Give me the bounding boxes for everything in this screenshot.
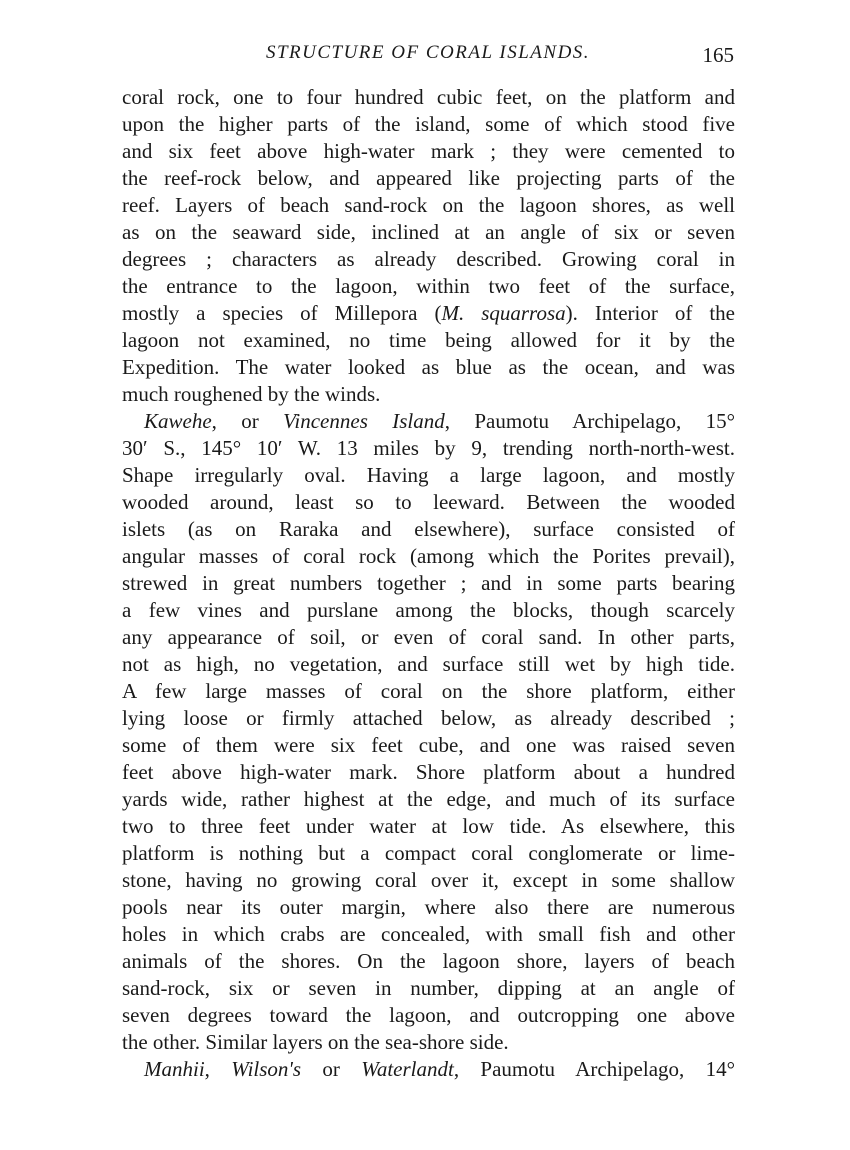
- running-title: STRUCTURE OF CORAL ISLANDS.: [265, 42, 591, 63]
- text-line: [122, 489, 735, 516]
- text-segment: pools near its outer margin, where also there are numerous: [122, 895, 735, 919]
- text-segment: or: [301, 1057, 362, 1081]
- text-line: [122, 84, 735, 111]
- text-segment: strewed in great numbers together ; and in some parts bearing: [122, 571, 735, 595]
- text-segment: some of them were six feet cube, and one was raised seven: [122, 733, 735, 757]
- text-line: [122, 516, 735, 543]
- text-segment: lagoon not examined, no time being allowed for it by the: [122, 328, 735, 352]
- text-line: [122, 543, 735, 570]
- italic-text: Wilson's: [231, 1057, 302, 1081]
- text-segment: , or: [211, 409, 284, 433]
- text-line: [122, 759, 735, 786]
- text-segment: Expedition. The water looked as blue as the ocean, and was: [122, 355, 735, 379]
- text-line: [122, 1056, 735, 1083]
- text-segment: wooded around, least so to leeward. Between the wooded: [122, 490, 735, 514]
- paragraph: [122, 1056, 735, 1083]
- text-segment: two to three feet under water at low tide. As elsewhere, this: [122, 814, 735, 838]
- text-line: [122, 138, 735, 165]
- italic-text: Vincennes Island: [283, 409, 445, 433]
- text-line: [122, 165, 735, 192]
- text-segment: degrees ; characters as already described. Growing coral in: [122, 247, 735, 271]
- text-segment: the entrance to the lagoon, within two feet of the surface,: [122, 274, 735, 298]
- text-line: [122, 948, 735, 975]
- text-line: [122, 462, 735, 489]
- text-segment: animals of the shores. On the lagoon shore, layers of beach: [122, 949, 735, 973]
- text-line: [122, 192, 735, 219]
- body-text: [122, 84, 735, 1083]
- text-segment: , Paumotu Archipelago, 15°: [444, 409, 736, 433]
- text-line: [122, 894, 735, 921]
- text-segment: islets (as on Raraka and elsewhere), surface consisted of: [122, 517, 735, 541]
- text-line: [122, 219, 735, 246]
- text-line: [122, 975, 735, 1002]
- text-line: [122, 705, 735, 732]
- text-segment: angular masses of coral rock (among which the Porites prevail),: [122, 544, 735, 568]
- text-segment: holes in which crabs are concealed, with small fish and other: [122, 922, 735, 946]
- text-line: [122, 408, 735, 435]
- text-line: [122, 1002, 735, 1029]
- text-line: [122, 651, 735, 678]
- text-segment: mostly a species of Millepora (: [122, 301, 442, 325]
- text-line: [122, 327, 735, 354]
- text-segment: the reef-rock below, and appeared like projecting parts of the: [122, 166, 735, 190]
- text-segment: 30′ S., 145° 10′ W. 13 miles by 9, trending north-north-west.: [122, 436, 735, 460]
- text-segment: the other. Similar layers on the sea-shore side.: [122, 1030, 509, 1054]
- text-line: [122, 570, 735, 597]
- text-segment: seven degrees toward the lagoon, and outcropping one above: [122, 1003, 735, 1027]
- text-line: [122, 732, 735, 759]
- text-line: [122, 678, 735, 705]
- text-segment: Shape irregularly oval. Having a large lagoon, and mostly: [122, 463, 735, 487]
- text-line: [122, 1029, 735, 1056]
- text-line: [122, 786, 735, 813]
- text-segment: A few large masses of coral on the shore platform, either: [122, 679, 735, 703]
- text-segment: coral rock, one to four hundred cubic feet, on the platform and: [122, 85, 735, 109]
- paragraph: [122, 408, 735, 1056]
- text-segment: lying loose or firmly attached below, as already described ;: [122, 706, 735, 730]
- italic-text: M. squarrosa: [441, 301, 566, 325]
- text-line: [122, 111, 735, 138]
- text-segment: any appearance of soil, or even of coral sand. In other parts,: [122, 625, 735, 649]
- text-line: [122, 300, 735, 327]
- text-segment: ,: [204, 1057, 232, 1081]
- text-line: [122, 381, 735, 408]
- text-segment: platform is nothing but a compact coral conglomerate or lime-: [122, 841, 735, 865]
- text-segment: stone, having no growing coral over it, except in some shallow: [122, 868, 735, 892]
- italic-text: Kawehe: [144, 409, 212, 433]
- text-line: [122, 597, 735, 624]
- text-segment: not as high, no vegetation, and surface still wet by high tide.: [122, 652, 735, 676]
- text-line: [122, 273, 735, 300]
- paragraph: [122, 84, 735, 408]
- text-line: [122, 813, 735, 840]
- text-line: [122, 246, 735, 273]
- text-segment: as on the seaward side, inclined at an angle of six or seven: [122, 220, 735, 244]
- text-segment: reef. Layers of beach sand-rock on the lagoon shores, as well: [122, 193, 735, 217]
- text-line: [122, 867, 735, 894]
- text-line: [122, 354, 735, 381]
- text-line: [122, 921, 735, 948]
- text-segment: , Paumotu Archipelago, 14°: [453, 1057, 735, 1081]
- text-segment: yards wide, rather highest at the edge, and much of its surface: [122, 787, 735, 811]
- page-number: 165: [702, 43, 734, 67]
- text-segment: feet above high-water mark. Shore platform about a hundred: [122, 760, 735, 784]
- text-segment: and six feet above high-water mark ; they were cemented to: [122, 139, 735, 163]
- text-segment: ). Interior of the: [565, 301, 735, 325]
- text-segment: upon the higher parts of the island, some of which stood five: [122, 112, 735, 136]
- running-head: [122, 42, 734, 72]
- italic-text: Waterlandt: [361, 1057, 454, 1081]
- text-line: [122, 840, 735, 867]
- text-line: [122, 435, 735, 462]
- text-segment: a few vines and purslane among the blocks, though scarcely: [122, 598, 735, 622]
- text-segment: much roughened by the winds.: [122, 382, 381, 406]
- text-segment: sand-rock, six or seven in number, dipping at an angle of: [122, 976, 735, 1000]
- italic-text: Manhii: [144, 1057, 205, 1081]
- text-line: [122, 624, 735, 651]
